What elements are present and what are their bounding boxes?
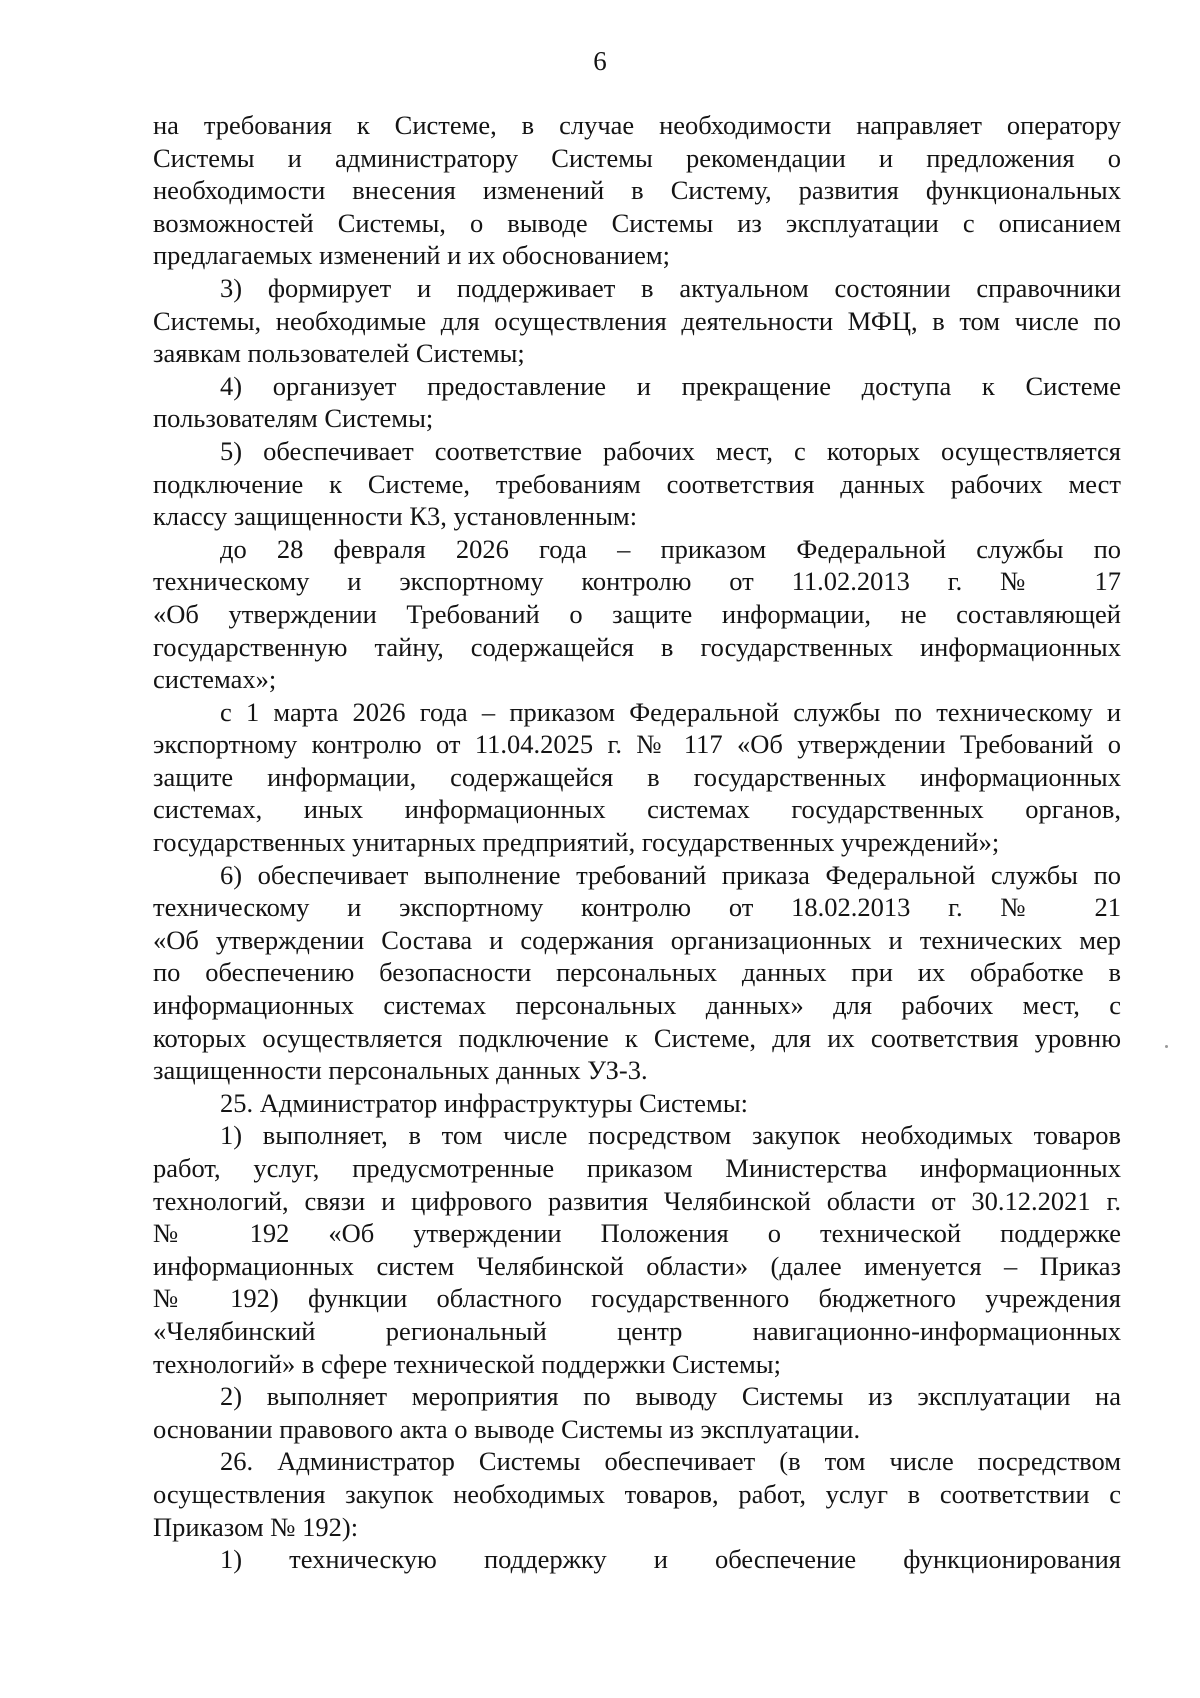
text-line: работ, услуг, предусмотренные приказом Министерства информационных [153,1153,1121,1183]
text-line: № 192) функции областного государственного бюджетного учреждения [153,1283,1121,1314]
text-line: классу защищенности К3, установленным: [153,501,638,532]
text-line: «Об утверждении Требований о защите информации, не составляющей [153,598,1121,629]
text-line: государственную тайну, содержащейся в государственных информационных [153,631,1121,662]
scan-speck [1165,1045,1168,1048]
text-line: 6) обеспечивает выполнение требований приказа Федеральной службы по [220,859,1121,890]
paragraph-item-6-personal-data [153,859,1121,1087]
text-line: Системы, необходимые для осуществления деятельности МФЦ, в том числе по [153,305,1121,336]
text-line: техническому и экспортному контролю от 18.02.2013 г. № 21 [153,892,1121,923]
paragraph-from-march-2026 [153,696,1121,859]
text-line: информационных системах персональных данных» для рабочих мест, с [153,990,1121,1021]
text-line: Приказом № 192): [153,1511,359,1542]
text-line: подключение к Системе, требованиям соответствия данных рабочих мест [153,468,1121,499]
text-line: системах, иных информационных системах государственных органов, [153,794,1121,825]
text-line: техническому и экспортному контролю от 11.02.2013 г. № 17 [153,566,1121,597]
text-line: 2) выполняет мероприятия по выводу Системы из эксплуатации на [220,1381,1121,1412]
text-line: технологий, связи и цифрового развития Челябинской области от 30.12.2021 г. [153,1185,1121,1216]
page-number: 6 [593,46,607,76]
text-line: 25. Администратор инфраструктуры Системы: [220,1087,748,1118]
paragraph-25-item-2 [153,1380,1121,1445]
text-line: необходимости внесения изменений в Систему, развития функциональных [153,175,1121,206]
text-line: «Челябинский региональный центр навигационно-информационных [153,1315,1121,1346]
text-line: 26. Администратор Системы обеспечивает (в том числе посредством [220,1446,1121,1477]
paragraph-26-item-1 [153,1543,1121,1576]
text-line: осуществления закупок необходимых товаров, работ, услуг в соответствии с [153,1478,1121,1509]
text-line: экспортному контролю от 11.04.2025 г. № 117 «Об утверждении Требований о [153,729,1121,760]
text-line: до 28 февраля 2026 года – приказом Федеральной службы по [220,533,1121,564]
text-line: предлагаемых изменений и их обоснованием; [153,240,670,271]
paragraph-item-5-workstations [153,435,1121,533]
text-line: 4) организует предоставление и прекращение доступа к Системе [220,370,1121,401]
text-line: 3) формирует и поддерживает в актуальном состоянии справочники [220,272,1121,303]
paragraph-25-item-1 [153,1119,1121,1380]
text-line: с 1 марта 2026 года – приказом Федеральной службы по техническому и [220,696,1121,727]
text-line: 1) выполняет, в том числе посредством закупок необходимых товаров [220,1120,1121,1151]
text-line: заявкам пользователей Системы; [153,338,525,369]
paragraph-section-25-heading [153,1087,1121,1120]
text-line: 5) обеспечивает соответствие рабочих мест, с которых осуществляется [220,435,1121,466]
text-line: 1) техническую поддержку и обеспечение функционирования [220,1544,1121,1575]
text-line: пользователям Системы; [153,403,434,434]
paragraph-system-requirements-continuation [153,109,1121,272]
text-line: защите информации, содержащейся в государственных информационных [153,761,1121,792]
paragraph-item-3-reference-books [153,272,1121,370]
text-line: защищенности персональных данных УЗ-3. [153,1055,648,1086]
text-line: по обеспечению безопасности персональных данных при их обработке в [153,957,1121,988]
text-line: Системы и администратору Системы рекомендации и предложения о [153,142,1121,173]
text-line: возможностей Системы, о выводе Системы из эксплуатации с описанием [153,207,1121,238]
text-line: основании правового акта о выводе Системы из эксплуатации. [153,1413,861,1444]
text-line: «Об утверждении Состава и содержания организационных и технических мер [153,924,1121,955]
text-line: информационных систем Челябинской области» (далее именуется – Приказ [153,1250,1121,1281]
paragraph-item-4-access [153,370,1121,435]
paragraph-section-26 [153,1445,1121,1543]
document-body [153,109,1121,1576]
text-line: № 192 «Об утверждении Положения о технической поддержке [153,1218,1121,1249]
paragraph-until-feb-2026 [153,533,1121,696]
text-line: государственных унитарных предприятий, государственных учреждений»; [153,827,1000,858]
text-line: на требования к Системе, в случае необходимости направляет оператору [153,110,1121,140]
text-line: технологий» в сфере технической поддержки Системы; [153,1348,781,1379]
text-line: системах»; [153,664,277,695]
text-line: которых осуществляется подключение к Системе, для их соответствия уровню [153,1022,1121,1053]
